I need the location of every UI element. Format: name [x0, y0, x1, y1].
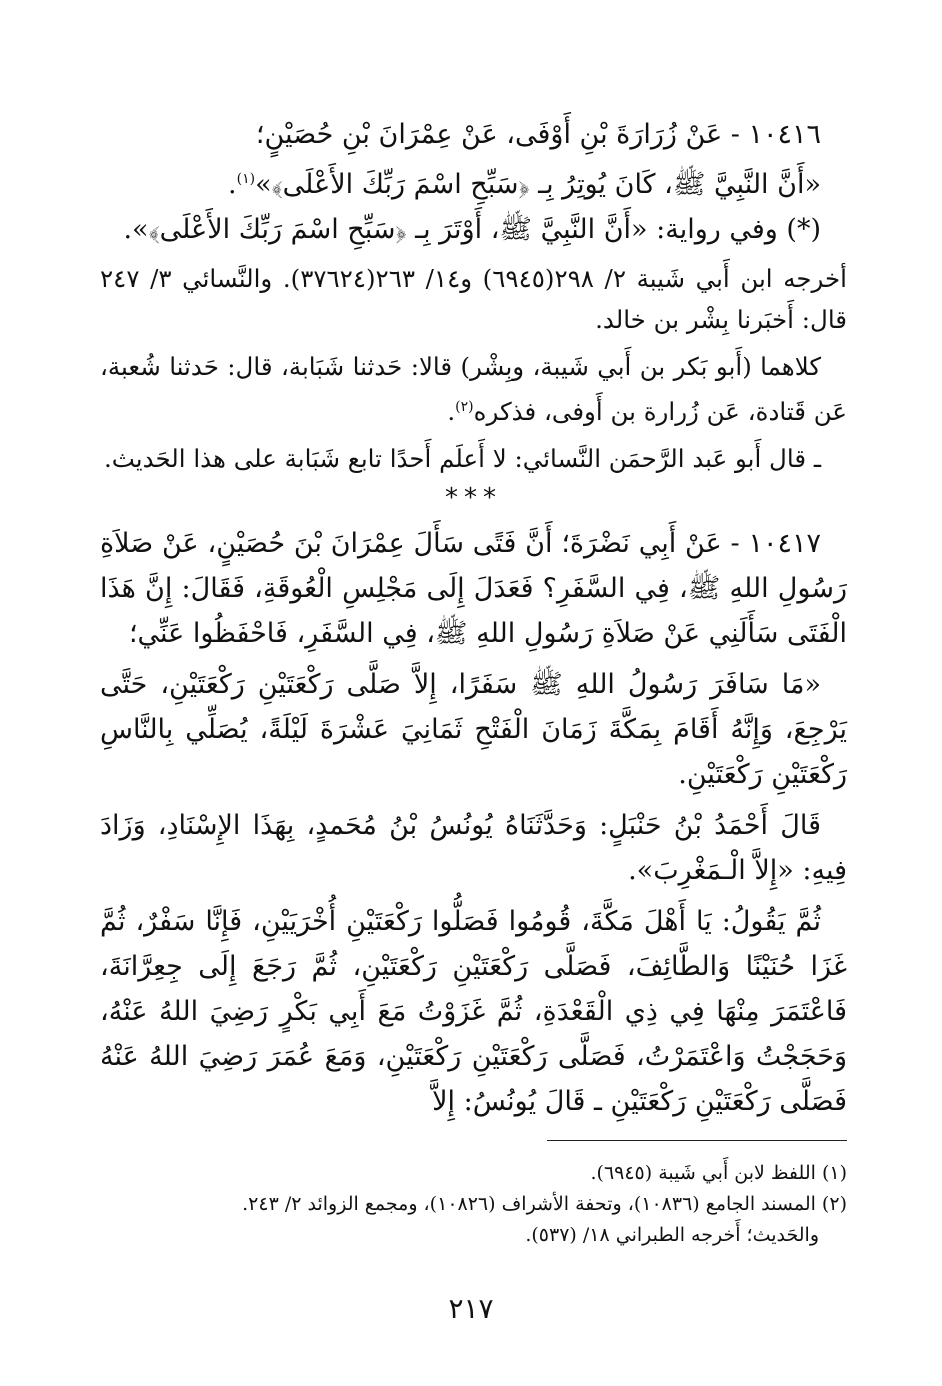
footnote-ref-1: (١): [236, 171, 256, 187]
matn-end: .: [228, 169, 237, 200]
hadith-10417-opening: ١٠٤١٧ - عَنْ أَبِي نَضْرَةَ؛ أَنَّ فَتًى سَأَلَ عِمْرَانَ بْنَ حُصَيْنٍ، عَنْ صَلاَةِ رَسُولِ اللهِ ﷺ، فِي السَّفَرِ؟ فَعَدَلَ إِلَى مَجْلِسِ الْعُوقَةِ، فَقَالَ: إِنَّ هَذَا الْفَتَى سَأَلَنِي عَنْ صَلاَةِ رَسُولِ اللهِ ﷺ، فِي السَّفَرِ، فَاحْفَظُوا عَنِّي؛: [100, 528, 847, 650]
isnad-end: .: [447, 397, 456, 427]
page-number: ٢١٧: [448, 1292, 494, 1325]
hadith-10416-matn: [100, 157, 847, 207]
footnote-2: (٢) المسند الجامع (١٠٨٣٦)، وتحفة الأشراف (١٠٨٢٦)، ومجمع الزوائد ٢/ ٢٤٣.: [242, 1193, 847, 1215]
hadith-10417-matn: «مَا سَافَرَ رَسُولُ اللهِ ﷺ سَفَرًا، إِلاَّ صَلَّى رَكْعَتَيْنِ رَكْعَتَيْنِ، حَتَّى يَرْجِعَ، وَإِنَّهُ أَقَامَ بِمَكَّةَ زَمَانَ الْفَتْحِ ثَمَانِيَ عَشْرَةَ لَيْلَةً، يُصَلِّي بِالنَّاسِ رَكْعَتَيْنِ رَكْعَتَيْنِ.: [100, 669, 847, 791]
footnote-1: (١) اللفظ لابن أَبي شَيبة (٦٩٤٥).: [590, 1162, 847, 1184]
footnotes: [100, 1158, 847, 1251]
hadith-10416-riwaya: (*) وفي رواية: «أَنَّ النَّبِيَّ ﷺ، أَوْتَرَ بِـ ﴿سَبِّحِ اسْمَ رَبِّكَ الأَعْلَى﴾».: [123, 214, 821, 245]
hadith-10417-ahmad: قَالَ أَحْمَدُ بْنُ حَنْبَلٍ: وَحَدَّثَنَاهُ يُونُسُ بْنُ مُحَمدٍ، بِهَذَا الإِسْنَادِ، وَزَادَ فِيهِ: «إِلاَّ الْـمَغْرِبَ».: [100, 810, 847, 887]
hadith-10417-continuation: ثُمَّ يَقُولُ: يَا أَهْلَ مَكَّةَ، قُومُوا فَصَلُّوا رَكْعَتَيْنِ أُخْرَيَيْنِ، فَإِنَّا سَفْرٌ، ثُمَّ غَزَا حُنَيْنًا وَالطَّائِفَ، فَصَلَّى رَكْعَتَيْنِ رَكْعَتَيْنِ، ثُمَّ رَجَعَ إِلَى جِعِرَّانَةَ، فَاعْتَمَرَ مِنْهَا فِي ذِي الْقَعْدَةِ، ثُمَّ غَزَوْتُ مَعَ أَبِي بَكْرٍ رَضِيَ اللهُ عَنْهُ، وَحَجَجْتُ وَاعْتَمَرْتُ، فَصَلَّى رَكْعَتَيْنِ رَكْعَتَيْنِ، وَمَعَ عُمَرَ رَضِيَ اللهُ عَنْهُ فَصَلَّى رَكْعَتَيْنِ رَكْعَتَيْنِ ـ قَالَ يُونُسُ: إِلاَّ: [100, 906, 847, 1118]
isnad-body: كلاهما (أَبو بَكر بن أَبي شَيبة، وبِشْر) قالا: حَدثنا شَبَابة، قال: حَدثنا شُعبة، عَن قَتادة، عَن زُرارة بن أَوفى، فذكره: [100, 352, 847, 427]
footnote-ref-2: (٢): [455, 399, 474, 415]
section-separator: ***: [445, 483, 502, 514]
isnad-text: [100, 346, 847, 432]
hadith-10416-heading: ١٠٤١٦ - عَنْ زُرَارَةَ بْنِ أَوْفَى، عَنْ عِمْرَانَ بْنِ حُصَيْنٍ؛: [255, 119, 821, 150]
matn-text: «أَنَّ النَّبِيَّ ﷺ، كَانَ يُوتِرُ بِـ ﴿سَبِّحِ اسْمَ رَبِّكَ الأَعْلَى﴾»: [255, 169, 821, 200]
nasai-note: ـ قال أَبو عَبد الرَّحمَن النَّسائي: لا أَعلَم أَحدًا تابع شَبَابة على هذا الحَديث.: [103, 444, 821, 474]
footnote-divider: [547, 1140, 847, 1141]
main-text: [100, 112, 847, 1124]
takhrij-text: أخرجه ابن أَبي شَيبة ٢/ ٢٩٨(٦٩٤٥) و١٤/ ٢٦٣(٣٧٦٢٤). والنَّسائي ٣/ ٢٤٧ قال: أَخبَرنا بِشْر بن خالد.: [100, 264, 847, 334]
footnote-2-continued: والحَديث؛ أَخرجه الطبراني ١٨/ (٥٣٧).: [525, 1224, 819, 1246]
